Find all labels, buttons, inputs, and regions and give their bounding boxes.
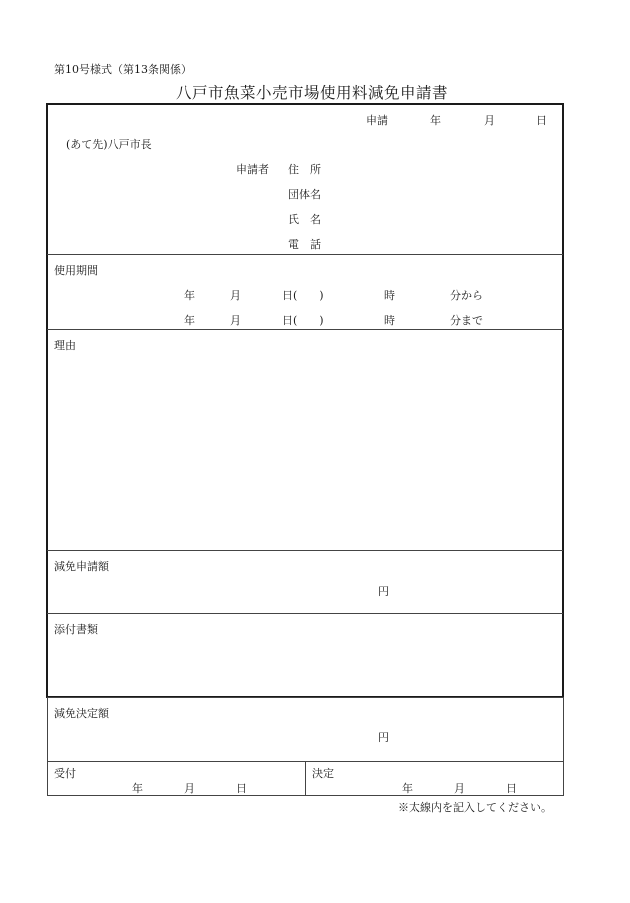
received-year: 年 xyxy=(132,782,143,795)
requested-amount-unit: 円 xyxy=(378,585,389,598)
period-end-year: 年 xyxy=(184,314,195,327)
received-label: 受付 xyxy=(54,767,76,780)
period-start-hour: 時 xyxy=(384,289,395,302)
divider-applicant-bottom xyxy=(47,254,563,255)
footnote: ※太線内を記入してください。 xyxy=(398,801,552,814)
decision-year: 年 xyxy=(402,782,413,795)
received-day: 日 xyxy=(236,782,247,795)
organization-label: 団体名 xyxy=(288,188,321,201)
period-start-minute: 分から xyxy=(450,289,483,302)
period-end-day: 日( ) xyxy=(282,314,324,327)
decision-month: 月 xyxy=(454,782,465,795)
period-start-year: 年 xyxy=(184,289,195,302)
decision-day: 日 xyxy=(506,782,517,795)
form-title: 八戸市魚菜小売市場使用料減免申請書 xyxy=(176,84,449,102)
usage-period-label: 使用期間 xyxy=(54,264,98,277)
divider-reason-bottom xyxy=(47,550,563,551)
received-month: 月 xyxy=(184,782,195,795)
decided-amount-unit: 円 xyxy=(378,731,389,744)
divider-received-decision xyxy=(305,761,306,796)
form-number: 第10号様式（第13条関係） xyxy=(54,63,192,76)
period-start-month: 月 xyxy=(230,289,241,302)
period-end-hour: 時 xyxy=(384,314,395,327)
decided-amount-label: 減免決定額 xyxy=(54,707,109,720)
requested-amount-label: 減免申請額 xyxy=(54,560,109,573)
period-end-month: 月 xyxy=(230,314,241,327)
name-label: 氏 名 xyxy=(288,213,321,226)
decision-label: 決定 xyxy=(312,767,334,780)
header-date-day: 日 xyxy=(536,114,547,127)
divider-amount-bottom xyxy=(47,613,563,614)
attachments-label: 添付書類 xyxy=(54,623,98,636)
addressee: (あて先)八戸市長 xyxy=(66,138,152,151)
address-label: 住 所 xyxy=(288,163,321,176)
period-end-minute: 分まで xyxy=(450,314,483,327)
header-date-year: 年 xyxy=(430,114,441,127)
divider-period-bottom xyxy=(47,329,563,330)
period-start-day: 日( ) xyxy=(282,289,324,302)
phone-label: 電 話 xyxy=(288,238,321,251)
applicant-label: 申請者 xyxy=(236,163,269,176)
header-date-month: 月 xyxy=(484,114,495,127)
header-date-label: 申請 xyxy=(366,114,388,127)
reason-label: 理由 xyxy=(54,339,76,352)
